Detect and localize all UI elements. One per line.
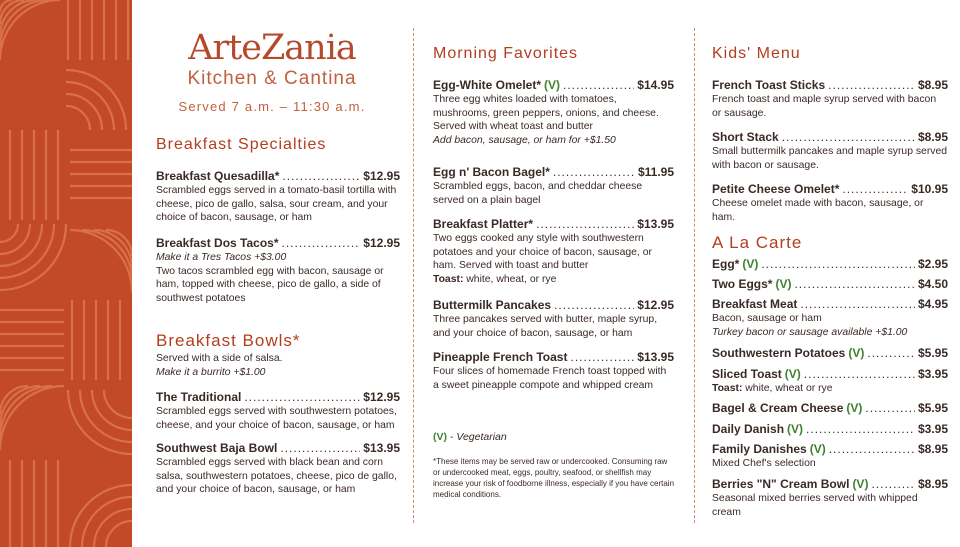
item-name: Short Stack <box>712 130 779 144</box>
vegetarian-mark: (V) <box>784 367 801 381</box>
toast-choices: white, wheat or rye <box>745 383 833 394</box>
menu-item <box>156 169 400 225</box>
bowls-intro: Served with a side of salsa. <box>156 353 283 364</box>
item-name: Pineapple French Toast <box>433 350 568 364</box>
toast-options <box>433 273 674 287</box>
menu-item <box>156 441 400 497</box>
menu-item <box>712 130 948 172</box>
item-name: Bagel & Cream Cheese <box>712 401 844 415</box>
item-name: Breakfast Dos Tacos* <box>156 236 279 250</box>
menu-item <box>712 297 948 339</box>
item-description: Two eggs cooked any style with southwestern potatoes and your choice of bacon, sausage, or ham. Served with toast and butter <box>433 233 652 271</box>
bowls-note: Make it a burrito +$1.00 <box>156 366 266 378</box>
item-price: $5.95 <box>917 346 948 360</box>
item-name: Buttermilk Pancakes <box>433 298 552 312</box>
item-price: $10.95 <box>911 182 948 196</box>
item-price: $8.95 <box>917 477 948 491</box>
item-description: Three egg whites loaded with tomatoes, mushrooms, green peppers, onions, and cheese. Served with wheat toast and butter <box>433 94 659 132</box>
item-price: $3.95 <box>917 422 948 436</box>
vegetarian-legend <box>433 431 674 443</box>
brand-header <box>156 30 388 115</box>
vegetarian-mark: (V) <box>846 401 863 415</box>
item-price: $8.95 <box>917 442 948 456</box>
item-price: $13.95 <box>363 441 400 455</box>
menu-item <box>156 236 400 305</box>
menu-item <box>433 298 674 340</box>
menu-item <box>712 346 948 361</box>
section-title-breakfast-bowls: Breakfast Bowls* <box>156 331 301 350</box>
vegetarian-mark: (V) <box>742 257 759 271</box>
toast-label: Toast: <box>712 383 743 394</box>
item-name: The Traditional <box>156 390 242 404</box>
vegetarian-mark: (V) <box>775 277 792 291</box>
item-price: $5.95 <box>917 401 948 415</box>
item-price: $14.95 <box>637 78 674 92</box>
item-note: Make it a Tres Tacos +$3.00 <box>156 252 287 263</box>
item-price: $8.95 <box>917 130 948 144</box>
section-title-breakfast-specialties: Breakfast Specialties <box>156 136 327 153</box>
item-description: Seasonal mixed berries served with whipped cream <box>712 493 918 518</box>
menu-item <box>712 422 948 437</box>
item-name: French Toast Sticks <box>712 78 826 92</box>
toast-label: Toast: <box>433 273 464 285</box>
section-intro <box>156 352 400 379</box>
vegetarian-label: - Vegetarian <box>447 431 507 443</box>
menu-item <box>433 165 674 207</box>
item-price: $13.95 <box>637 350 674 364</box>
item-name: Petite Cheese Omelet* <box>712 182 840 196</box>
vegetarian-mark: (V) <box>809 442 826 456</box>
menu-item <box>156 390 400 432</box>
item-price: $12.95 <box>363 390 400 404</box>
item-name: Breakfast Quesadilla* <box>156 169 280 183</box>
item-description: Scrambled eggs served in a tomato-basil tortilla with cheese, pico de gallo, salsa, sour cream, and your choice of bacon, sausage, or ham <box>156 185 397 223</box>
restaurant-subtitle: Kitchen & Cantina <box>187 68 357 89</box>
column-divider <box>413 28 414 523</box>
item-price: $11.95 <box>637 165 674 179</box>
item-price: $12.95 <box>363 169 400 183</box>
item-note: Add bacon, sausage, or ham for +$1.50 <box>433 134 616 146</box>
item-description: Two tacos scrambled egg with bacon, sausage or ham, topped with cheese, pico de gallo, a side of southwest potatoes <box>156 265 384 304</box>
restaurant-logo: ArteZania <box>188 28 356 68</box>
item-price: $13.95 <box>637 217 674 231</box>
disclaimer <box>433 456 674 500</box>
vegetarian-mark: (V) <box>852 477 869 491</box>
item-name: Two Eggs* <box>712 277 773 291</box>
item-price: $4.95 <box>917 297 948 311</box>
section-title-a-la-carte: A La Carte <box>712 233 803 252</box>
item-description: Bacon, sausage or ham <box>712 313 822 324</box>
item-description: Mixed Chef's selection <box>712 458 816 469</box>
item-name: Egg* <box>712 257 740 271</box>
serving-hours: Served 7 a.m. – 11:30 a.m. <box>178 99 366 114</box>
item-description: Scrambled eggs served with black bean and corn salsa, southwestern potatoes, cheese, pico de gallo, and your choice of bacon, sausage, or ham <box>156 457 397 495</box>
item-description: Scrambled eggs served with southwestern potatoes, cheese, and your choice of bacon, sausage, or ham <box>156 406 397 431</box>
section-title-morning-favorites: Morning Favorites <box>433 45 579 62</box>
item-description: Scrambled eggs, bacon, and cheddar cheese served on a plain bagel <box>433 181 643 206</box>
menu-item <box>433 217 674 286</box>
item-description: Small buttermilk pancakes and maple syrup served with bacon or sausage. <box>712 146 948 171</box>
item-name: Southwestern Potatoes <box>712 346 846 360</box>
item-price: $4.50 <box>917 277 948 291</box>
menu-item <box>712 257 948 272</box>
item-price: $3.95 <box>917 367 948 381</box>
item-name: Daily Danish <box>712 422 785 436</box>
raw-food-disclaimer: *These items may be served raw or undercooked. Consuming raw or undercooked meat, eggs, poultry, seafood, or shellfish may increase your risk of foodborne illness, especially if you have certain medical conditions. <box>433 457 675 499</box>
menu-item <box>712 367 948 396</box>
vegetarian-mark: (V) <box>544 78 561 92</box>
item-description: Four slices of homemade French toast topped with a sweet pineapple compote and whipped cream <box>433 366 667 391</box>
vegetarian-mark: (V) <box>848 346 865 360</box>
menu-item <box>712 477 948 519</box>
menu-item <box>712 442 948 471</box>
item-name: Egg-White Omelet* <box>433 78 542 92</box>
item-name: Breakfast Meat <box>712 297 798 311</box>
toast-options <box>712 382 948 396</box>
menu-item <box>712 182 948 224</box>
item-name: Sliced Toast <box>712 367 782 381</box>
vegetarian-symbol: (V) <box>433 431 447 443</box>
item-name: Breakfast Platter* <box>433 217 534 231</box>
menu-item <box>712 277 948 292</box>
item-name: Family Danishes <box>712 442 807 456</box>
item-price: $2.95 <box>917 257 948 271</box>
menu-item <box>433 78 674 147</box>
item-name: Berries "N" Cream Bowl <box>712 477 850 491</box>
vegetarian-mark: (V) <box>787 422 804 436</box>
arch-pattern-graphic <box>0 0 132 547</box>
menu-item <box>712 78 948 120</box>
item-description: Three pancakes served with butter, maple syrup, and your choice of bacon, sausage, or ham <box>433 314 658 339</box>
item-name: Southwest Baja Bowl <box>156 441 278 455</box>
decorative-pattern-band <box>0 0 132 547</box>
item-price: $8.95 <box>917 78 948 92</box>
menu-item <box>433 350 674 392</box>
section-title-kids-menu: Kids' Menu <box>712 45 801 62</box>
item-note: Turkey bacon or sausage available +$1.00 <box>712 326 908 338</box>
item-description: Cheese omelet made with bacon, sausage, or ham. <box>712 198 924 223</box>
menu-item <box>712 401 948 416</box>
item-price: $12.95 <box>363 236 400 250</box>
item-price: $12.95 <box>637 298 674 312</box>
item-name: Egg n' Bacon Bagel* <box>433 165 550 179</box>
item-description: French toast and maple syrup served with bacon or sausage. <box>712 94 937 119</box>
toast-choices: white, wheat, or rye <box>466 273 557 285</box>
column-divider <box>694 28 695 523</box>
